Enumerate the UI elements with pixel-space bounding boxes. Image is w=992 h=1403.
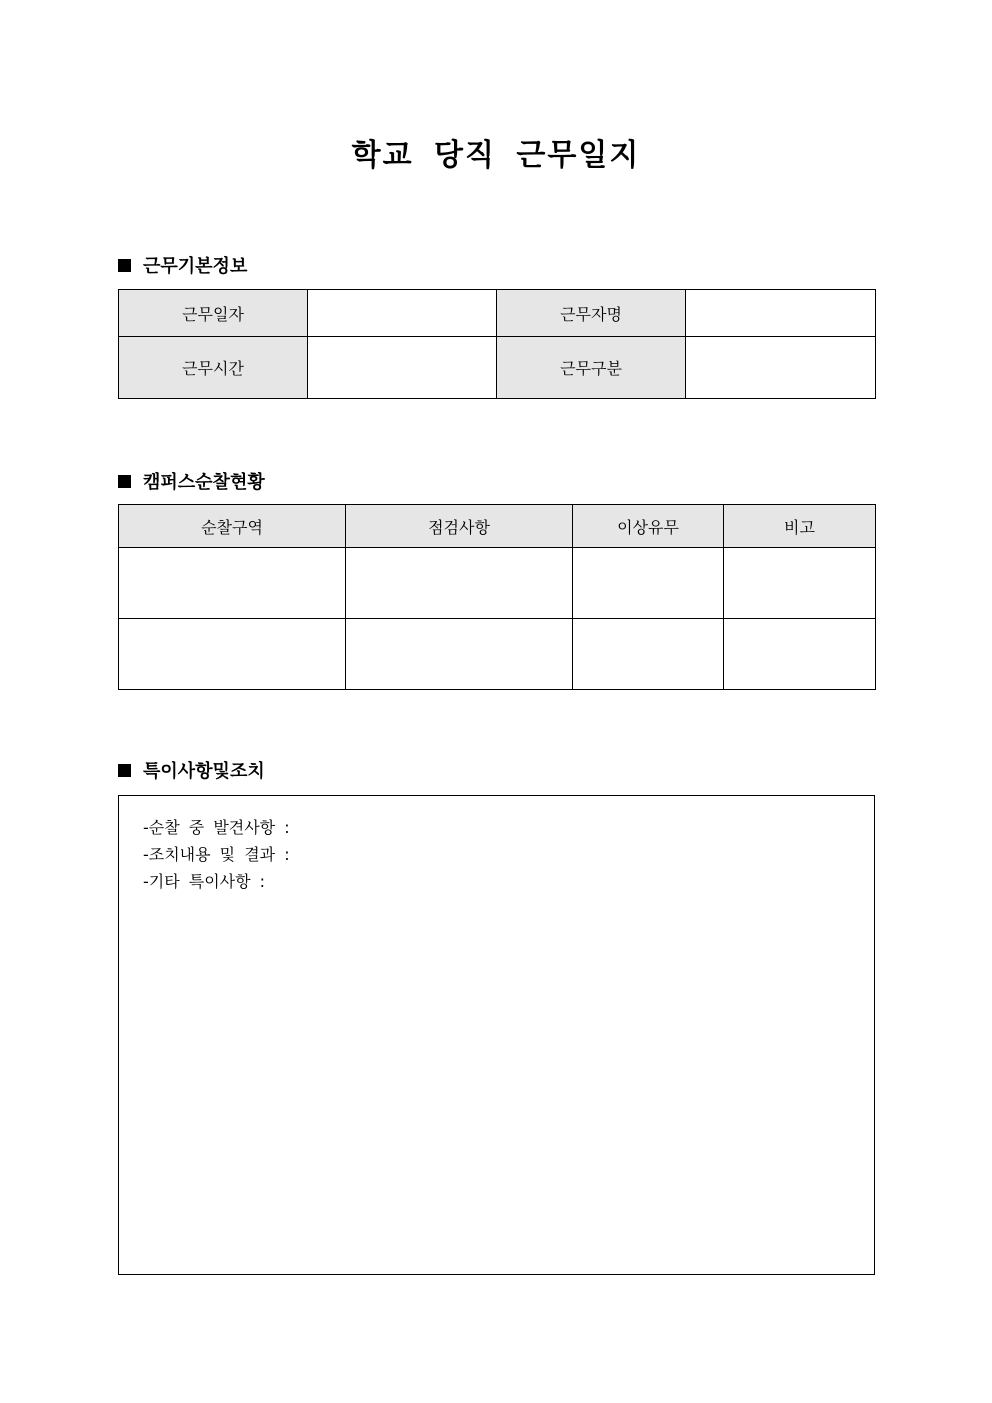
patrol-area-cell[interactable] <box>119 619 346 690</box>
notes-box[interactable] <box>118 795 875 1275</box>
black-square-icon <box>118 475 131 488</box>
anomaly-cell[interactable] <box>573 619 724 690</box>
black-square-icon <box>118 764 131 777</box>
remarks-cell[interactable] <box>724 619 876 690</box>
table-row <box>119 619 876 690</box>
label-work-type: 근무구분 <box>497 337 686 399</box>
black-square-icon <box>118 259 131 272</box>
notes-lines <box>143 814 290 895</box>
table-row <box>119 290 876 337</box>
column-header-check-items: 점검사항 <box>346 505 573 548</box>
section-heading-label: 특이사항및조치 <box>143 761 265 782</box>
document-title: 학교 당직 근무일지 <box>351 138 641 173</box>
section-heading-basic-info <box>118 253 247 277</box>
column-header-anomaly: 이상유무 <box>573 505 724 548</box>
section-heading-label: 근무기본정보 <box>143 256 248 277</box>
notes-line-other: -기타 특이사항 : <box>143 872 266 891</box>
patrol-table <box>118 504 876 690</box>
label-work-date: 근무일자 <box>119 290 308 337</box>
column-header-patrol-area: 순찰구역 <box>119 505 346 548</box>
remarks-cell[interactable] <box>724 548 876 619</box>
check-items-cell[interactable] <box>346 619 573 690</box>
notes-line-actions: -조치내용 및 결과 : <box>143 845 290 864</box>
label-work-time: 근무시간 <box>119 337 308 399</box>
check-items-cell[interactable] <box>346 548 573 619</box>
table-row <box>119 337 876 399</box>
patrol-area-cell[interactable] <box>119 548 346 619</box>
table-row <box>119 548 876 619</box>
column-header-remarks: 비고 <box>724 505 876 548</box>
section-heading-label: 캠퍼스순찰현황 <box>143 472 265 493</box>
section-heading-notes <box>118 758 265 782</box>
basic-info-table <box>118 289 876 399</box>
section-heading-patrol <box>118 469 265 493</box>
table-header-row <box>119 505 876 548</box>
notes-line-findings: -순찰 중 발견사항 : <box>143 818 290 837</box>
work-type-field[interactable] <box>686 337 876 399</box>
anomaly-cell[interactable] <box>573 548 724 619</box>
work-time-field[interactable] <box>308 337 497 399</box>
work-date-field[interactable] <box>308 290 497 337</box>
worker-name-field[interactable] <box>686 290 876 337</box>
label-worker-name: 근무자명 <box>497 290 686 337</box>
